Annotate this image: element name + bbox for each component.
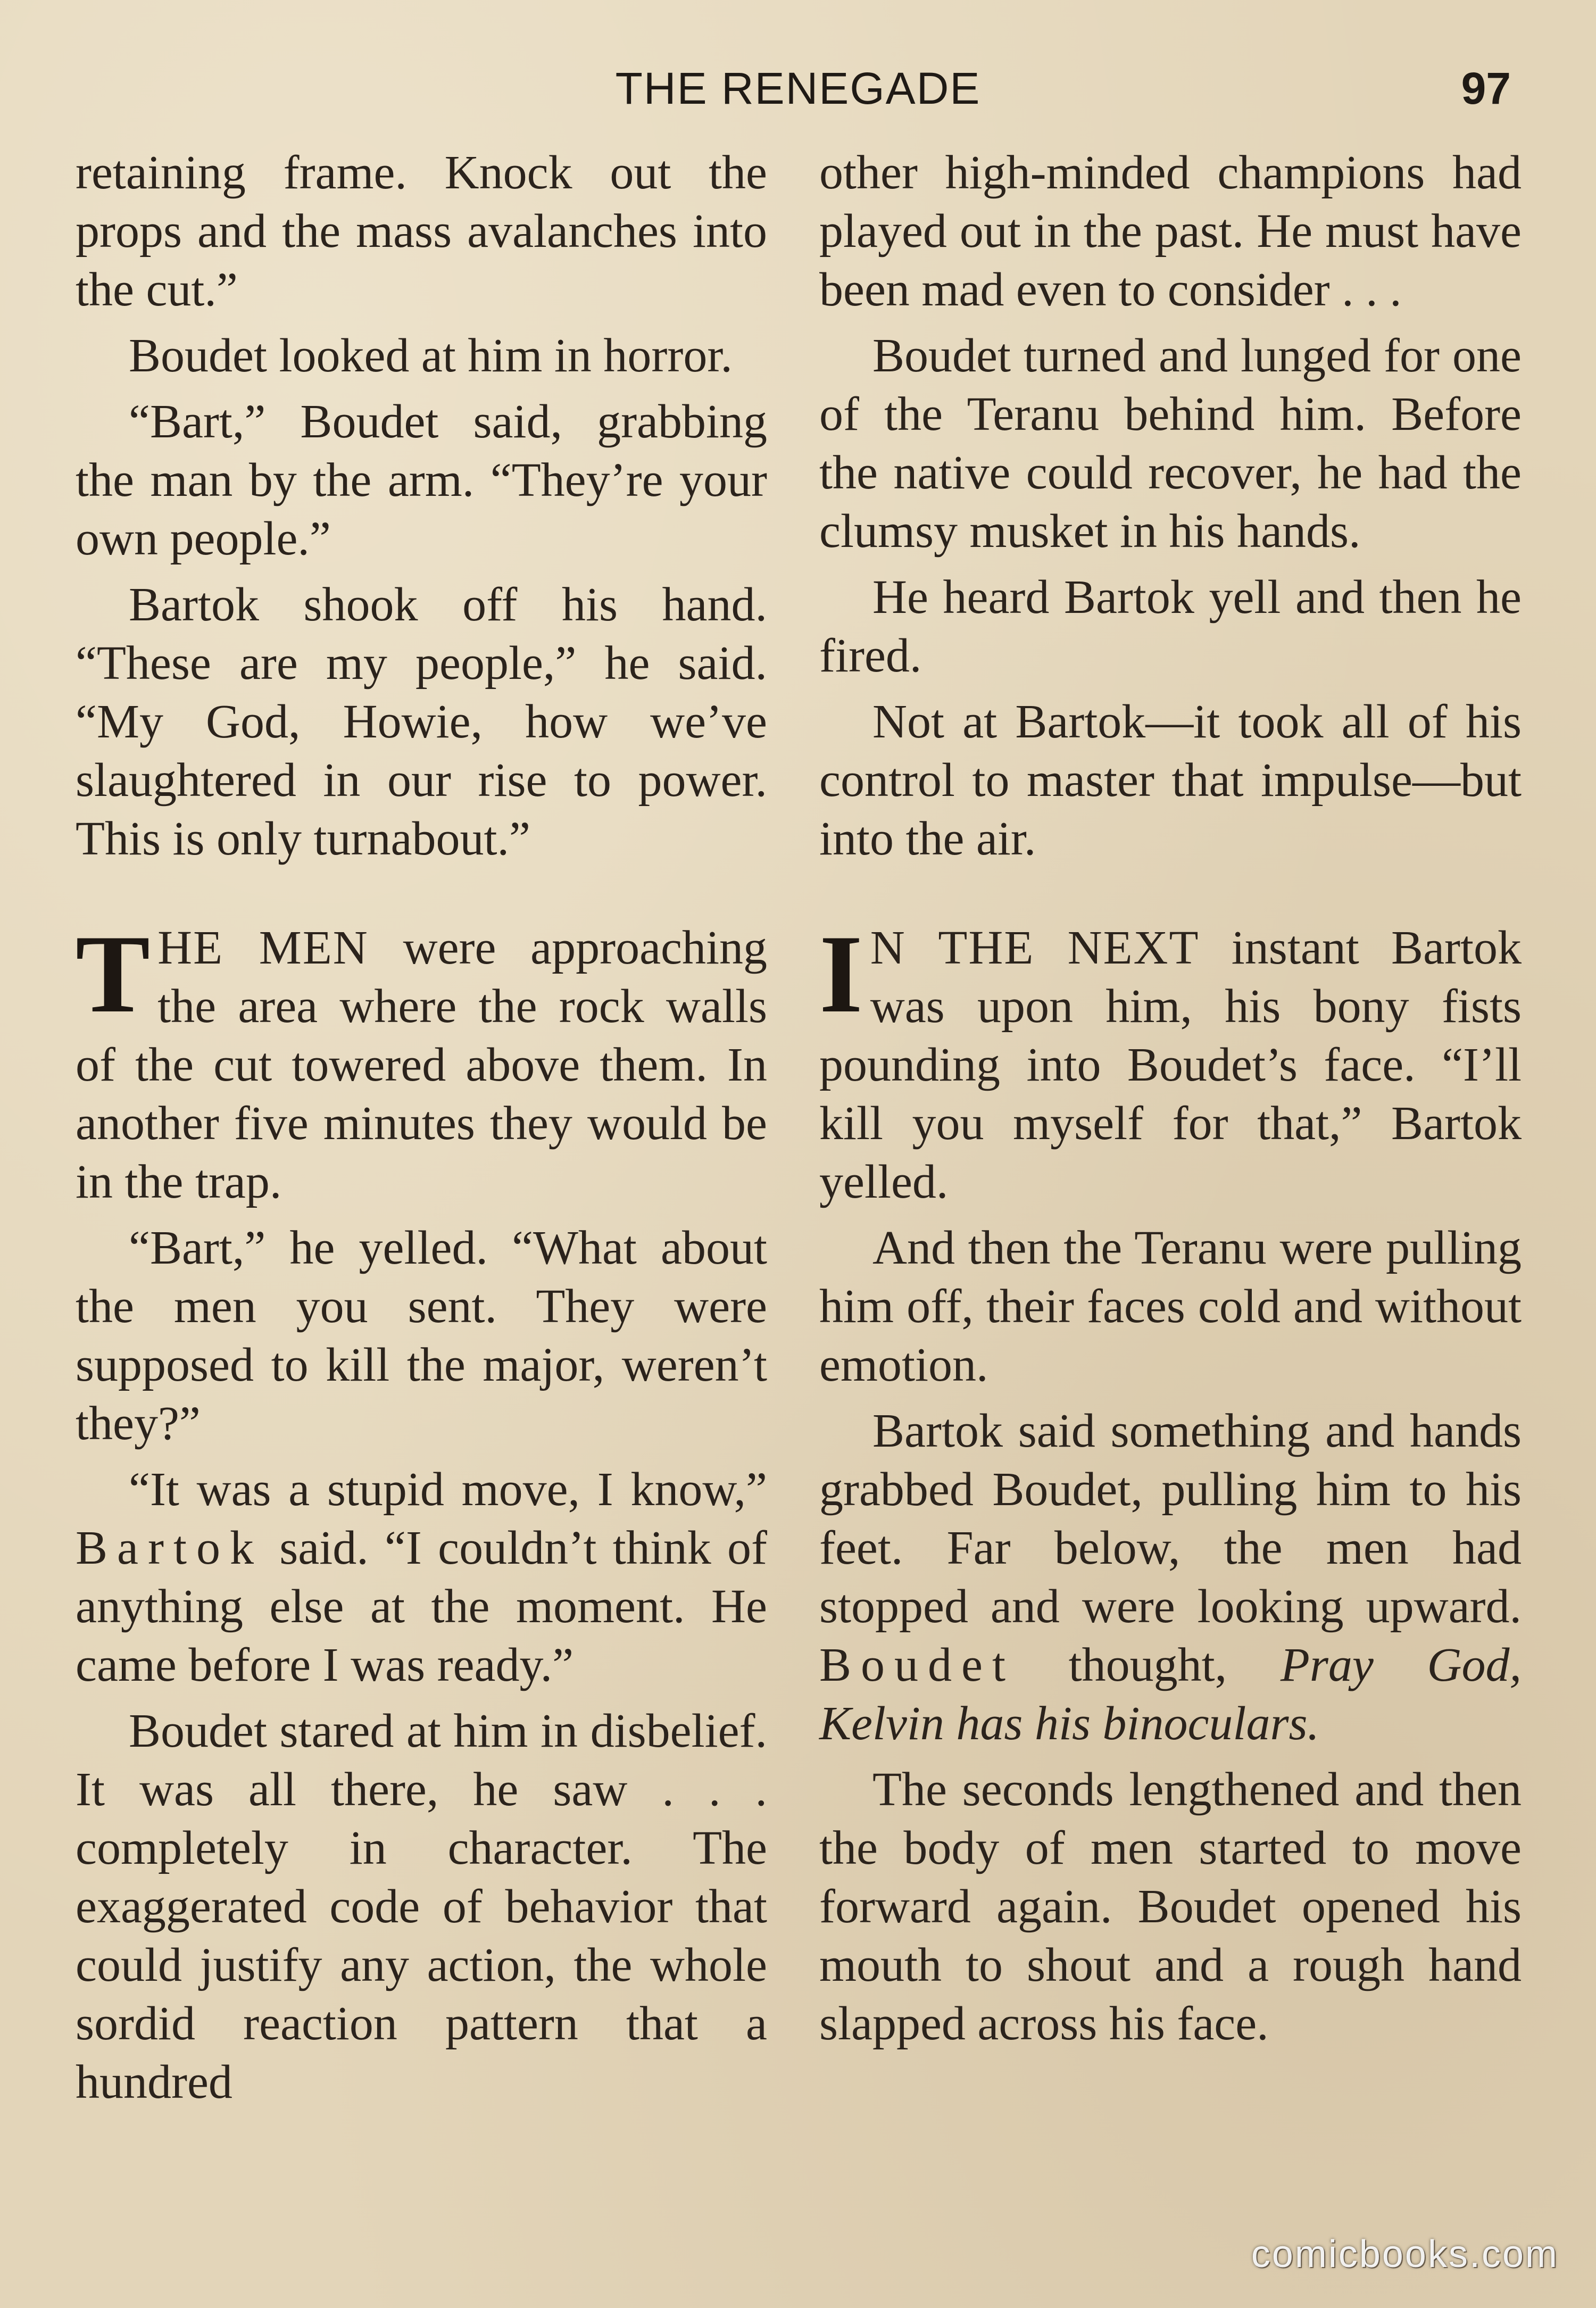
paragraph: retaining frame. Knock out the props and the mass avalanches into the cut.” bbox=[76, 146, 767, 316]
paragraph: other high-minded champions had played out in the past. He must have been mad even to consider . . . bbox=[819, 146, 1522, 316]
paragraph-text: thought, bbox=[1015, 1639, 1281, 1691]
drop-cap: T bbox=[76, 912, 151, 1036]
drop-cap: I bbox=[819, 912, 863, 1036]
lead-in-caps: HE MEN bbox=[157, 921, 369, 974]
paragraph: The seconds lengthened and then the body of men started to move forward again. Boudet opened his mouth to shout and a rough hand slapped across his face. bbox=[819, 1763, 1522, 2050]
paragraph bbox=[76, 1460, 767, 1695]
paragraph: Bartok shook off his hand. “These are my people,” he said. “My God, Howie, how we’ve slaughtered in our rise to power. This is only turnabout.” bbox=[76, 578, 767, 865]
paragraph: “Bart,” Boudet said, grabbing the man by the arm. “They’re your own people.” bbox=[76, 395, 767, 565]
paragraph bbox=[819, 1402, 1522, 1753]
paragraph: And then the Teranu were pulling him off, their faces cold and without emotion. bbox=[819, 1222, 1522, 1391]
right-column bbox=[819, 144, 1522, 2061]
paragraph: Boudet stared at him in disbelief. It was all there, he saw . . . completely in character. The exaggerated code of behavior that could justify any action, the whole sordid reaction pattern that a hundred bbox=[76, 1705, 767, 2108]
lead-in-caps: N THE NEXT bbox=[870, 921, 1200, 974]
paragraph: “Bart,” he yelled. “What about the men you sent. They were supposed to kill the major, weren’t they?” bbox=[76, 1222, 767, 1450]
paragraph-text: Bartok said something and hands grabbed Boudet, pulling him to his feet. Far below, the men had stopped and were looking upward. bbox=[819, 1405, 1522, 1633]
section-start-paragraph bbox=[819, 912, 1522, 1211]
spaced-name: Bartok bbox=[76, 1522, 263, 1574]
paragraph: He heard Bartok yell and then he fired. bbox=[819, 571, 1522, 682]
page-header bbox=[0, 63, 1596, 121]
spaced-name: Boudet bbox=[819, 1639, 1015, 1691]
paragraph: Not at Bartok—it took all of his control to master that impulse—but into the air. bbox=[819, 695, 1522, 865]
page-number: 97 bbox=[1461, 63, 1511, 113]
paragraph-text: said. “I couldn’t think of anything else at the moment. He came before I was ready.” bbox=[76, 1522, 767, 1691]
italic-thought: Pray God, Kelvin has his binoculars. bbox=[819, 1639, 1522, 1750]
running-title: THE RENEGADE bbox=[615, 63, 981, 113]
paragraph: Boudet turned and lunged for one of the Teranu behind him. Before the native could recover, he had the clumsy musket in his hands. bbox=[819, 329, 1522, 558]
paragraph-text: were approaching the area where the rock walls of the cut towered above them. In another five minutes they would be in the trap. bbox=[76, 921, 767, 1208]
paragraph-text: “It was a stupid move, I know,” bbox=[129, 1463, 767, 1516]
section-start-paragraph bbox=[76, 912, 767, 1211]
site-watermark: comicbooks.com bbox=[1251, 2233, 1559, 2276]
left-column bbox=[76, 144, 767, 2119]
paragraph: Boudet looked at him in horror. bbox=[129, 329, 733, 382]
paragraph-text: instant Bartok was upon him, his bony fists pounding into Boudet’s face. “I’ll kill you myself for that,” Bartok yelled. bbox=[819, 921, 1522, 1208]
